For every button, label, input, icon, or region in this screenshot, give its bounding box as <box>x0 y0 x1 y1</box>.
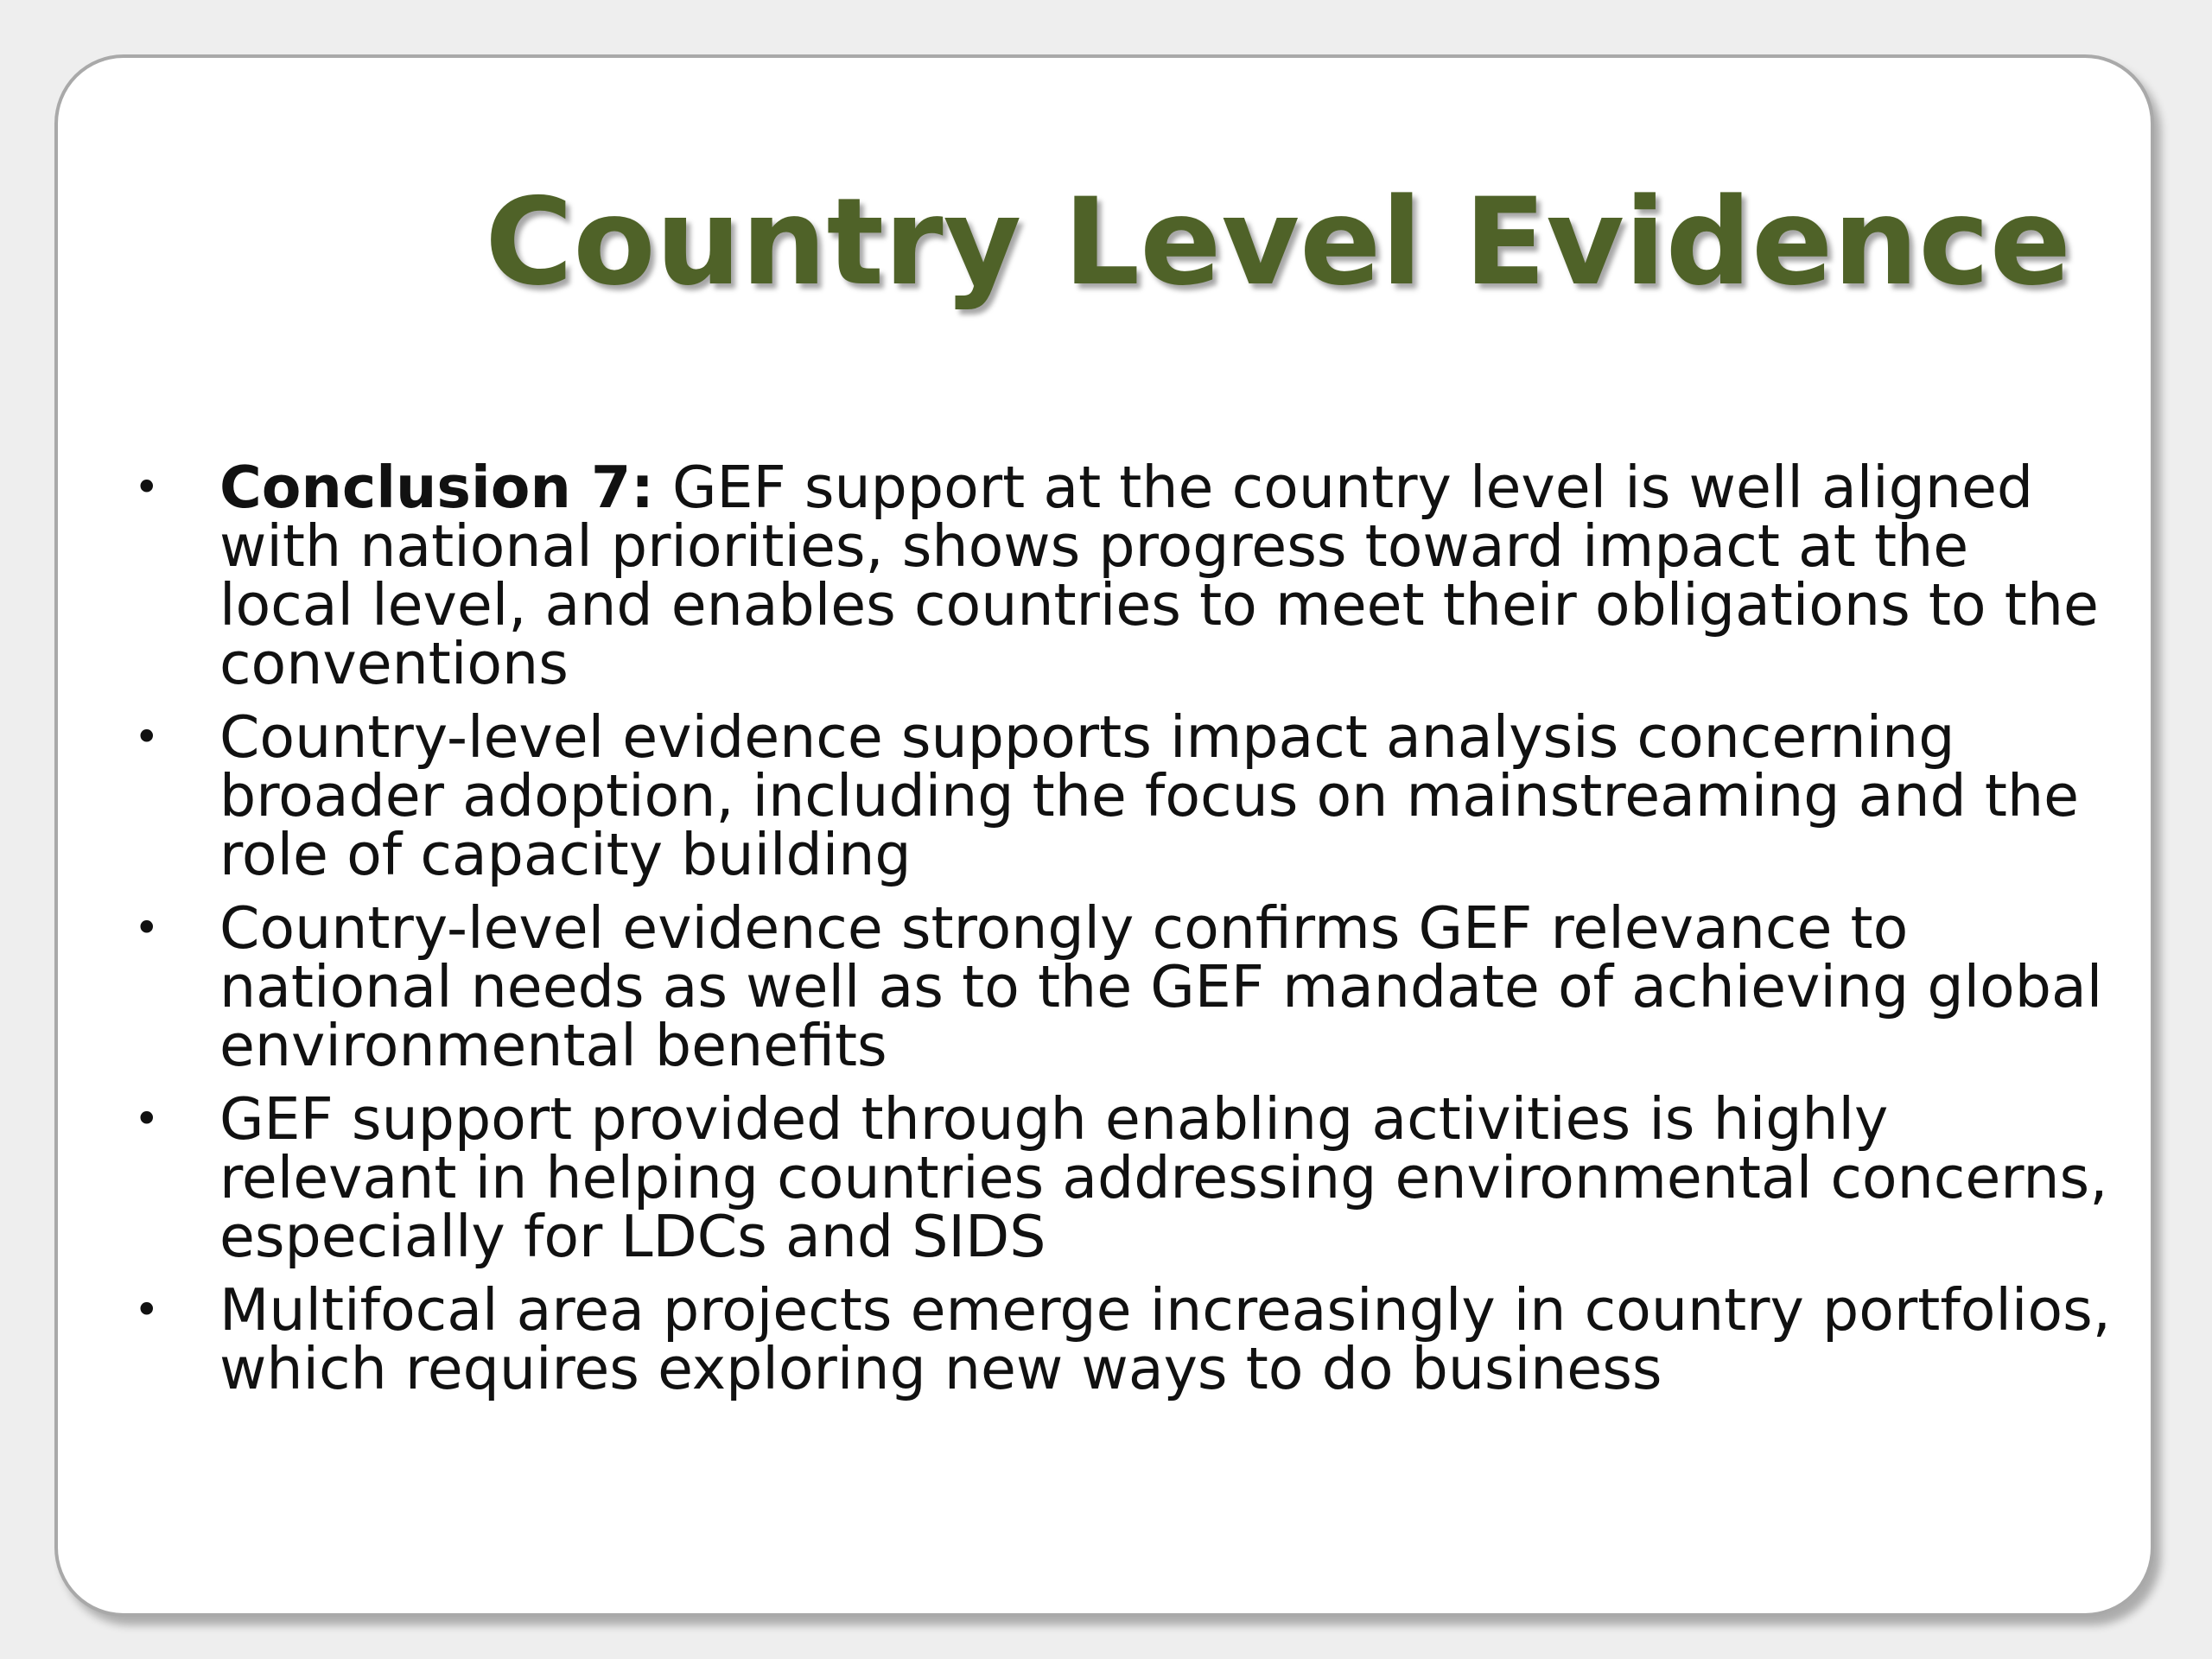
bullet-text: GEF support provided through enabling activities is highly relevant in helping countries addressing environmental concerns, especially for LDCs and SIDS <box>219 1085 2108 1270</box>
slide <box>54 54 2154 1617</box>
bullet-item-4 <box>58 1085 2114 1270</box>
bullet-item-1 <box>58 454 2114 697</box>
bullet-text: GEF support at the country level is well aligned with national priorities, shows progress toward impact at the local level, and enables countries to meet their obligations to the conventions <box>219 454 2099 697</box>
bullet-dot-icon: • <box>134 712 160 762</box>
bullet-text: Country-level evidence supports impact analysis concerning broader adoption, including the focus on mainstreaming and the role of capacity building <box>219 703 2080 888</box>
bullet-dot-icon: • <box>134 903 160 953</box>
bullet-list <box>58 454 2114 1413</box>
bullet-text: Multifocal area projects emerge increasingly in country portfolios, which requires exploring new ways to do business <box>219 1276 2111 1402</box>
bullet-dot-icon: • <box>134 1285 160 1335</box>
bullet-item-5 <box>58 1276 2114 1402</box>
slide-title: Country Level Evidence <box>485 172 2071 312</box>
bullet-item-2 <box>58 703 2114 888</box>
bullet-dot-icon: • <box>134 462 160 512</box>
bullet-item-3 <box>58 894 2114 1079</box>
bullet-text: Country-level evidence strongly confirms GEF relevance to national needs as well as to the GEF mandate of achieving global environmental benefits <box>219 894 2103 1079</box>
bullet-dot-icon: • <box>134 1094 160 1144</box>
bullet-lead: Conclusion 7: <box>219 454 654 521</box>
